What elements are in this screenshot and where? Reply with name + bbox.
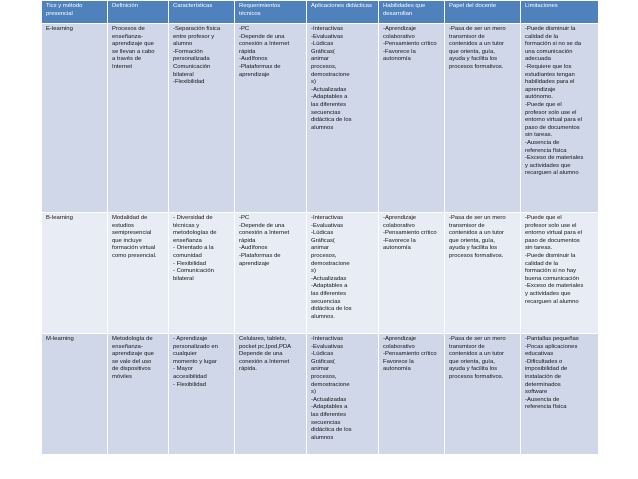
cell-definition: Metodología de enseñanza- aprendizaje que se vale del uso de dispositivos móviles — [108, 334, 169, 455]
cell-limitations: -Puede disminuir la calidad de la formación si no se da una comunicación adecuada -Requiere que los estudiantes tengan habilidades para el aprendizaje autónomo. -Puede que el profesor solo use el entorno virtual para el paso de documentos sin tareas. -Ausencia de referencia física -Exceso de materiales y actividades que recarguen al alumno — [521, 24, 599, 213]
cell-skills: -Aprendizaje colaborativo -Pensamiento crítico Favorece la autonomía — [379, 334, 445, 455]
header-teacher-role: Papel del docente — [445, 1, 521, 24]
cell-applications: -Interactivas -Evaluativas -Lúdicas Gráficas( animar procesos, demostracione s) -Actualizadas -Adaptables a las diferentes secuencias didáctica de los alumnos — [307, 24, 379, 213]
cell-definition: Procesos de enseñanza- aprendizaje que se llevan a cabo a través de Internet — [108, 24, 169, 213]
cell-limitations: -Puede que el profesor solo use el entorno virtual para el paso de documentos sin tareas. -Puede disminuir la calidad de la formación si no hay buena comunicación -Exceso de materiales y actividades que recarguen al alumno — [521, 213, 599, 334]
cell-teacher-role: -Pasa de ser un mero transmisor de contenidos a un tutor que orienta, guía, ayuda y facilita los procesos formativos. — [445, 24, 521, 213]
cell-skills: -Aprendizaje colaborativo -Pensamiento crítico -Favorece la autonomía — [379, 213, 445, 334]
cell-skills: -Aprendizaje colaborativo -Pensamiento crítico -Favorece la autonomía — [379, 24, 445, 213]
cell-applications: -Interactivas -Evaluativas -Lúdicas Gráficas( animar procesos, demostracione s) -Actualizadas -Adaptables a las diferentes secuencias didáctica de los alumnos — [307, 334, 379, 455]
header-applications: Aplicaciones didácticas — [307, 1, 379, 24]
cell-limitations: -Pantallas pequeñas -Pocas aplicaciones educativas -Dificultades o imposibilidad de instalación de determinados software -Ausencia de referencia física — [521, 334, 599, 455]
header-definition: Definición — [108, 1, 169, 24]
cell-method: E-learning — [42, 24, 108, 213]
header-row — [42, 1, 599, 24]
cell-method: M-learning — [42, 334, 108, 455]
header-skills: Habilidades que desarrollan — [379, 1, 445, 24]
cell-requirements: -PC -Depende de una conexión a Internet rápida -Audífonos -Plataformas de aprendizaje — [235, 24, 307, 213]
cell-method: B-learning — [42, 213, 108, 334]
header-characteristics: Características — [169, 1, 235, 24]
table-row-mlearning — [42, 334, 599, 455]
cell-definition: Modalidad de estudios semipresencial que incluye formación virtual como presencial. — [108, 213, 169, 334]
table-row-elearning — [42, 24, 599, 213]
cell-characteristics: - Diversidad de técnicas y metodologías de enseñanza - Orientado a la comunidad - Flexibilidad - Comunicación bilateral — [169, 213, 235, 334]
comparison-table — [41, 0, 599, 455]
table-row-blearning — [42, 213, 599, 334]
cell-characteristics: - Aprendizaje personalizado en cualquier momento y lugar - Mayor accesibilidad - Flexibilidad — [169, 334, 235, 455]
cell-requirements: Celulares, tablets, pocket pc,Ipod,PDA Depende de una conexión a Internet rápida. — [235, 334, 307, 455]
cell-applications: -Interactivas -Evaluativas -Lúdicas Gráficas( animar procesos, demostracione s) -Actualizadas -Adaptables a las diferentes secuencias didáctica de los alumnos. — [307, 213, 379, 334]
cell-teacher-role: -Pasa de ser un mero transmisor de contenidos a un tutor que orienta, guía, ayuda y facilita los procesos formativos. — [445, 213, 521, 334]
cell-requirements: -PC -Depende de una conexión a Internet rápida -Audífonos -Plataformas de aprendizaje — [235, 213, 307, 334]
cell-characteristics: -Separación física entre profesor y alumno -Formación personalizada Comunicación bilateral -Flexibilidad — [169, 24, 235, 213]
cell-teacher-role: -Pasa de ser un mero transmisor de contenidos a un tutor que orienta, guía, ayuda y facilita los procesos formativos. — [445, 334, 521, 455]
header-method: Tics y método presencial — [42, 1, 108, 24]
header-requirements: Requerimientos técnicos — [235, 1, 307, 24]
header-limitations: Limitaciones — [521, 1, 599, 24]
